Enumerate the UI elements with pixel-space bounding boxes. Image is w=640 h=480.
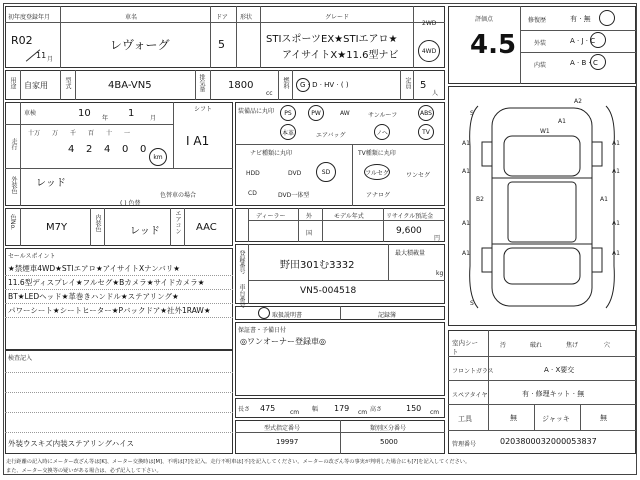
nav-hdd: HDD [246,170,260,177]
width: 179 [334,404,350,413]
notes-bottom: 外装ウスキズ内装ステアリングハイス [8,439,134,448]
first-reg-label: 初年度登録年月 [8,14,51,21]
width-unit: cm [358,409,368,416]
selling-points-label: セールスポイント [8,253,56,260]
length-label: 長さ [238,406,251,413]
car-name: レヴォーグ [110,38,170,52]
displacement: 1800 [228,80,254,91]
tv-fullseg-circle [364,164,390,180]
interior-color-label: 内装色 [94,214,101,232]
equip-airbag: エアバッグ [316,132,346,139]
nav-dvd: DVD [288,170,302,177]
inspection-month: 1 [128,108,135,119]
model-year-label: モデル年式 [334,213,364,220]
color-code-label: 色No. [9,214,16,230]
mileage-digit-grid [24,128,147,164]
seat-label: 室内シート [452,339,478,356]
selling-line: ★禁煙車4WD★STIエアロ★アイサイトXナンバリ★ [8,264,180,273]
mileage-label: 走行 [10,138,17,150]
equip-tv-circle [418,124,434,140]
tv-fullseg: フルセグ [365,169,389,177]
shift-label: シフト [194,106,213,113]
shift: I A1 [186,134,210,148]
mileage-digit: 4 [68,144,75,155]
tools: 無 [510,414,517,422]
height: 150 [406,404,422,413]
grade-line2: アイサイトX★11.6型ナビ [282,50,399,61]
interior-b-circle [590,54,606,70]
repair-options: 有 · 無 [570,15,591,23]
diagram-code: A1 [612,250,620,257]
tv-analog: アナログ [366,192,391,199]
max-load-label: 最大積載量 [395,250,426,257]
color-change-note: 色替車の場合 [160,192,197,199]
jack-label: ジャッキ [542,415,570,423]
diagram-code: A1 [612,140,620,147]
width-label: 幅 [312,406,319,413]
interior-grade-options: A · B · C [570,59,598,67]
car-outline-icon [448,86,636,326]
model-num: 19997 [276,438,299,446]
selling-line: BT★LEDヘッド★革巻きハンドル★ステアリング★ [8,292,179,301]
capacity: 5 [420,80,427,91]
dealer-label: ディーラー [256,213,286,220]
one-owner: ◎ワンオーナー登録車◎ [240,337,326,346]
seat-option: 汚 [500,342,507,349]
length: 475 [260,404,276,413]
footer-note: 走行距離の記入時にメーター改ざん等は[K]、メーター交換時は[M]、不明は[?]を記入。走行不明車は[不]を記入してください。メーターの改ざん等の事実が判明した場合にも[?]を記入してください。 [6,459,471,465]
seat-option: 穴 [604,342,611,349]
dealer-domestic: 国 [306,230,313,237]
diagram-code: A1 [462,168,470,175]
selling-line: 11.6型ディスプレイ★フルセグ★Bカメラ★サイドカメラ★ [8,278,205,287]
diagram-code: B2 [476,196,484,203]
nav-cd: CD [248,190,257,197]
spare-options: 有 · 修理キット · 無 [522,390,585,398]
diagram-code: A1 [612,168,620,175]
seat-option: 焦げ [566,342,579,349]
digit-unit: 一 [124,130,131,137]
fuel-options: G · D · HV · ( ) [300,81,349,89]
mgmt: 0203800032000053837 [500,437,597,446]
digit-unit: 十 [106,130,113,137]
grade-line1: STIスポーツEX★STIエアロ★ [266,34,398,45]
selling-line: パワーシート★シートヒーター★Pバックドア★社外1RAW★ [8,306,211,315]
diagram-code: A1 [462,250,470,257]
model-num-label: 型式指定番号 [264,425,301,432]
exterior-grade-options: A · J · C [570,37,596,45]
drive-4wd: 4WD [421,47,437,55]
nav-sd-circle [316,162,336,182]
usage-label: 用途 [9,77,16,89]
exterior-color-label: 外装色 [10,176,17,194]
mileage-unit: km [153,153,163,161]
reg-label: 登録番号 [238,250,245,274]
shape-label: 形状 [240,14,253,21]
diagram-code: A1 [462,220,470,227]
equip-leather: 本革 [281,129,294,137]
equip-abs-circle [418,105,434,121]
drive-label: 2WD [422,20,437,27]
jack: 無 [600,414,607,422]
equip-ps-circle [280,105,296,121]
drive-4wd-circle [418,40,440,62]
digit-unit: 十万 [28,130,41,137]
model: 4BA-VN5 [108,80,152,91]
mileage-digit: 2 [86,144,93,155]
length-unit: cm [290,409,300,416]
diagram-code: S [470,110,474,117]
color-code: M7Y [46,222,68,233]
digit-unit: 百 [88,130,95,137]
score-label: 評価点 [475,16,494,23]
notes-label: 検査記入 [8,355,33,362]
manual-circle [258,307,270,319]
nav-dvd-integrated: DVD一体型 [278,192,310,199]
exterior-color: レッド [36,178,66,189]
doors: 5 [218,38,225,51]
manual-label: 取扱説明書 [272,312,303,319]
mgmt-label: 管理番号 [452,441,477,448]
warranty-label: 保証書・予備日付 [238,327,287,334]
equip-pw-circle [308,105,324,121]
tv-type-label: TV種類に丸印 [358,150,396,157]
seat-option: 破れ [530,342,543,349]
equip-navi: ノヘ [376,129,388,137]
equip-navi-circle [374,124,390,140]
equip-pw: PW [311,109,321,117]
first-reg-month-unit: 月 [47,56,54,63]
class-num-label: 類別区分番号 [370,425,407,432]
record-label: 記録簿 [378,312,397,319]
inspection-year: 10 [78,108,91,119]
reg: 野田301む3332 [280,260,355,271]
footer-note: また、メーター交換等の疑いがある場合は、必ず記入して下さい。 [6,468,162,474]
equip-tv: TV [422,128,430,136]
grade-label: グレード [325,14,350,21]
capacity-unit: 人 [432,90,439,97]
glass-options: A · X要交 [544,366,575,374]
height-label: 高さ [370,406,383,413]
mileage-digit: 0 [122,144,129,155]
equipment-label: 装備品に丸印 [238,108,275,115]
mileage-digit: 4 [104,144,111,155]
diagram-code: S [470,300,474,307]
car-name-label: 車名 [125,14,138,21]
dealer-import: 外 [306,213,313,220]
equip-abs: ABS [420,109,432,117]
digit-unit: 千 [70,130,77,137]
chassis-label: 車台番号 [238,284,245,308]
exterior-j-circle [590,32,606,48]
first-reg-era: R02 [11,34,33,47]
ac: AAC [196,222,217,233]
equip-ps: PS [284,109,292,117]
diagram-code: A2 [574,98,582,105]
nav-type-label: ナビ種類に丸印 [250,150,293,157]
nav-sd: SD [321,168,331,176]
inspection-year-unit: 年 [102,115,109,122]
max-load-unit: kg [436,270,444,277]
tools-label: 工具 [458,415,472,423]
recycle-unit: 円 [434,235,441,242]
mileage-unit-circle [149,148,167,166]
color-change-prev: ( ) 色替 [120,200,141,207]
glass-label: フロントガラス [452,368,494,375]
first-reg-month: 11 [36,51,47,60]
inspection-month-unit: 月 [150,115,157,122]
exterior-grade-label: 外装 [534,40,547,47]
diagram-code: A1 [462,140,470,147]
chassis: VN5-004518 [300,286,357,296]
diagram-code: A1 [558,118,566,125]
equip-sunroof: サンルーフ [368,112,398,119]
mileage-digit: 0 [140,144,147,155]
recycle-label: リサイクル預託金 [386,213,434,220]
diagram-code: W1 [540,128,550,135]
repair-label: 修復歴 [528,17,547,24]
equip-aw: AW [340,110,350,117]
diagram-code: A1 [600,196,608,203]
fuel-label: 燃料 [282,77,289,89]
score-value: 4.5 [470,30,517,60]
usage: 自家用 [24,81,48,90]
interior-grade-label: 内装 [534,62,547,69]
repair-none-circle [599,10,615,26]
inspection-label: 車検 [24,110,37,117]
equip-leather-circle [280,124,296,140]
model-label: 型式 [64,77,71,89]
doors-label: ドア [216,14,228,21]
ac-label: エアコン [174,210,181,234]
height-unit: cm [430,409,440,416]
digit-unit: 万 [52,130,59,137]
interior-color: レッド [130,226,160,237]
cc-unit: cc [266,90,273,97]
class-num: 5000 [380,438,398,446]
capacity-label: 定員 [404,77,411,89]
diagram-code: A1 [612,220,620,227]
spare-label: スペアタイヤ [452,392,488,399]
tv-oneseg: ワンセグ [406,172,431,179]
displacement-label: 排気量 [198,74,205,92]
recycle: 9,600 [396,226,422,236]
